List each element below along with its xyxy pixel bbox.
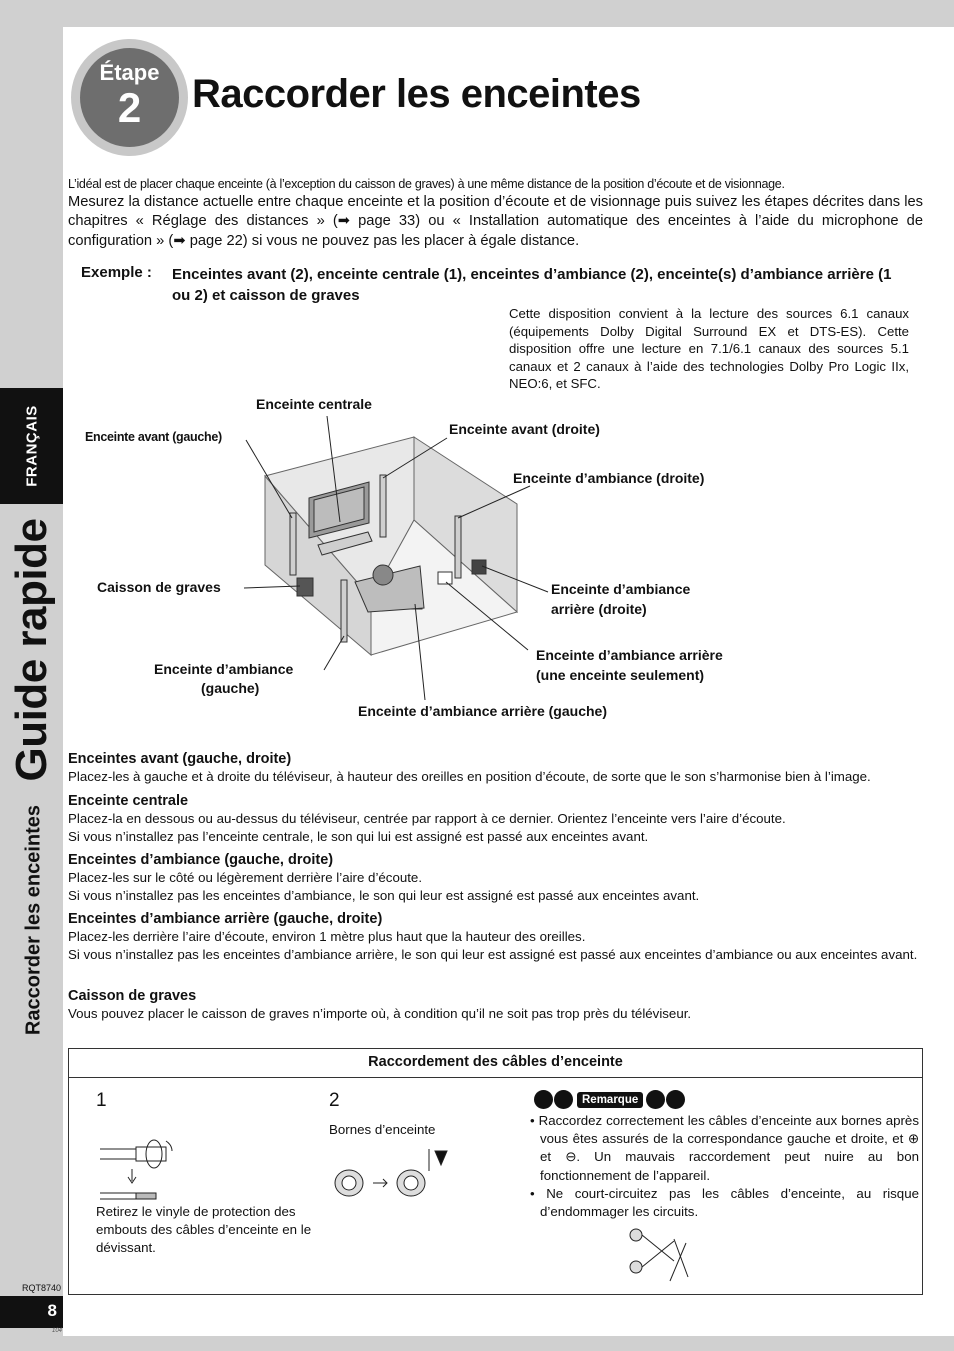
terminal-illustration [329,1141,454,1206]
cable-box-title: Raccordement des câbles d’enceinte [69,1049,922,1078]
section-subwoofer [68,987,923,1023]
section-center-speaker [68,792,923,846]
section-title: Enceintes d’ambiance (gauche, droite) [68,852,334,868]
example-note: Cette disposition convient à la lecture des sources 6.1 canaux (équipements Dolby Digital Surround EX et DTS-ES). Cette disposition offre une lecture en 7.1/6.1 canaux des sources 5.1 canaux et 2 canaux à l’aide des technologies Dolby Pro Logic IIx, NEO:6, et SFC. [509,306,909,392]
label-surround-back-left: Enceinte d’ambiance arrière (gauche) [358,703,607,719]
remark-label: Remarque [577,1092,643,1108]
label-surround-back-right-2: arrière (droite) [551,601,647,617]
section-text: Si vous n’installez pas l’enceinte centrale, le son qui lui est assigné est passé aux enceintes avant. [68,829,649,845]
step-2-text: Bornes d’enceinte [329,1122,436,1137]
section-text: Placez-les derrière l’aire d’écoute, environ 1 mètre plus haut que la hauteur des oreilles. [68,929,586,944]
guide-title: Guide rapide [7,518,56,782]
section-title: Enceinte centrale [68,793,189,809]
remark-list [530,1112,919,1221]
cable-connection-box [68,1048,923,1295]
small-code: 104 [52,1328,63,1334]
section-title: Enceintes avant (gauche, droite) [68,751,292,767]
short-circuit-illustration [626,1221,696,1291]
language-tab: FRANÇAIS [0,388,63,504]
remark-header [534,1090,686,1112]
remark-item: • Raccordez correctement les câbles d’enceinte aux bornes après vous êtes assurés de la correspondance gauche et droite, et ⊕ et ⊖. Un mauvais raccordement peut nuire au bon fonctionnement de l’appareil. [530,1112,919,1185]
section-text: Placez-la en dessous ou au-dessus du téléviseur, centrée par rapport à ce dernier. Orientez l’enceinte vers l’aire d’écoute. [68,811,786,826]
label-surround-back-right-1: Enceinte d’ambiance [551,581,691,597]
label-surround-right: Enceinte d’ambiance (droite) [513,470,705,486]
label-surround-left-1: Enceinte d’ambiance [154,661,294,677]
label-subwoofer: Caisson de graves [97,579,221,595]
section-title: Caisson de graves [68,988,197,1004]
step-2-number: 2 [329,1090,340,1111]
label-front-left: Enceinte avant (gauche) [85,430,222,444]
label-front-right: Enceinte avant (droite) [449,421,600,437]
example-text: Enceintes avant (2), enceinte centrale (1), enceintes d’ambiance (2), enceinte(s) d’ambiance arrière (1 ou 2) et caisson de graves [172,266,892,304]
step-number: 2 [117,84,142,131]
intro-note: L’idéal est de placer chaque enceinte (à l’exception du caisson de graves) à une même distance de la position d’écoute et de visionnage. [68,177,785,191]
section-text: Si vous n’installez pas les enceintes d’ambiance, le son qui leur est assigné est passé aux enceintes avant. [68,888,700,904]
label-surround-back-single-2: (une enceinte seulement) [536,667,705,683]
section-surround-speakers [68,851,923,905]
step-label: Étape [99,60,160,85]
label-surround-left-2: (gauche) [201,680,260,696]
label-center-speaker: Enceinte centrale [256,396,372,412]
section-text: Vous pouvez placer le caisson de graves n’importe où, à condition qu’il ne soit pas trop près du téléviseur. [68,1006,692,1021]
bottom-margin [0,1336,954,1351]
label-surround-back-single-1: Enceinte d’ambiance arrière [536,647,723,663]
step-1-number: 1 [96,1090,107,1111]
section-text: Placez-les sur le côté ou légèrement derrière l’aire d’écoute. [68,870,423,885]
section-side-title: Raccorder les enceintes [22,804,45,1036]
example-label: Exemple : [81,264,152,281]
intro-paragraph: Mesurez la distance actuelle entre chaque enceinte et la position d’écoute et de visionnage puis suivez les étapes décrites dans les chapitres « Réglage des distances » (➡ page 33) ou « Installation automatique des enceintes à l’aide du microphone de configuration » (➡ page 22) si vous ne pouvez pas les placer à égale distance. [68,194,923,249]
page-title: Raccorder les enceintes [192,72,641,116]
cable-strip-illustration [96,1135,196,1205]
section-text: Placez-les à gauche et à droite du téléviseur, à hauteur des oreilles en position d’écoute, de sorte que le son s’harmonise bien à l’image. [68,769,871,784]
section-surround-back-speakers [68,910,923,964]
section-title: Enceintes d’ambiance arrière (gauche, droite) [68,911,383,927]
remark-item: • Ne court-circuitez pas les câbles d’enceinte, au risque d’endommager les circuits. [530,1185,919,1221]
section-text: Si vous n’installez pas les enceintes d’ambiance arrière, le son qui leur est assigné est passé aux enceintes d’ambiance ou aux enceintes avant. [68,947,918,963]
step-1-text: Retirez le vinyle de protection des embouts des câbles d’enceinte en le dévissant. [96,1204,312,1255]
section-front-speakers [68,750,923,786]
doc-code: RQT8740 [22,1283,62,1293]
page-number: 8 [0,1296,63,1328]
